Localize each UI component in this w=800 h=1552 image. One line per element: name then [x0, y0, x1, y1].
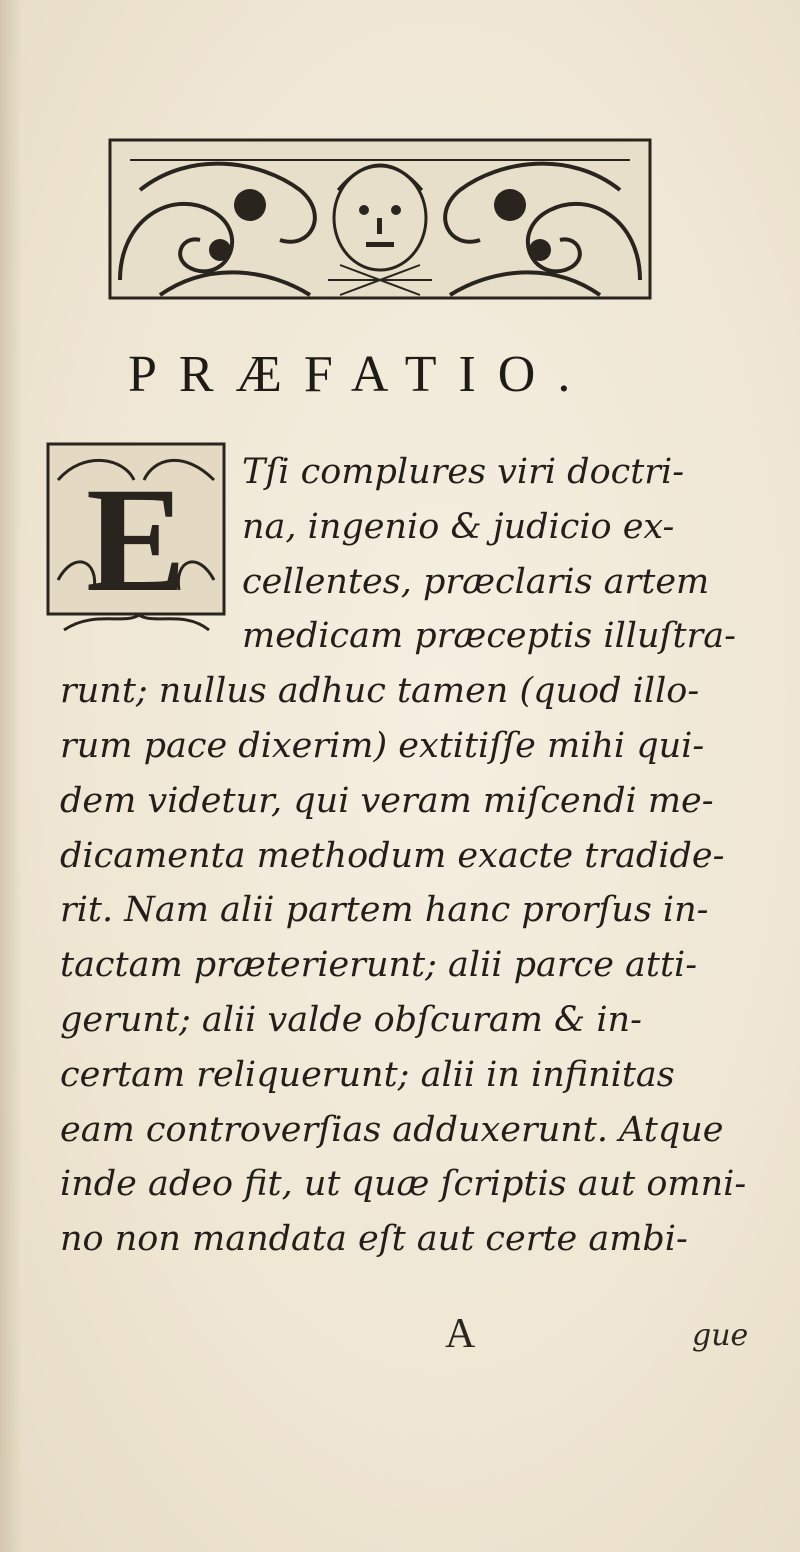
text-line: dem videtur, qui veram miſcendi me- — [60, 780, 714, 821]
text-line: cellentes, præclaris artem — [242, 561, 710, 602]
text-line: gerunt; alii valde obſcuram & in- — [60, 999, 642, 1040]
text-line: runt; nullus adhuc tamen (quod illo- — [60, 671, 700, 712]
signature-mark: A — [445, 1311, 476, 1357]
text-line: eam controverſias adduxerunt. Atque — [60, 1109, 724, 1150]
text-line: tactam præterierunt; alii parce atti- — [60, 945, 698, 986]
text-line: na, ingenio & judicio ex- — [242, 506, 675, 547]
svg-text:E: E — [85, 457, 187, 623]
catchword: gue — [692, 1318, 749, 1353]
text-line: rum pace dixerim) extitiſſe mihi qui- — [60, 725, 705, 766]
body-text — [60, 445, 760, 1267]
text-line: rit. Nam alii partem hanc prorſus in- — [60, 890, 709, 931]
text-line: dicamenta methodum exacte tradide- — [60, 835, 725, 876]
text-line: no non mandata eſt aut certe ambi- — [60, 1219, 688, 1260]
headpiece-ornament — [100, 130, 660, 302]
text-line: certam reliquerunt; alii in infinitas — [60, 1054, 675, 1095]
text-line: Tſi complures viri doctri- — [242, 452, 685, 492]
text-line: medicam præceptis illuſtra- — [242, 616, 736, 657]
text-line: inde adeo fit, ut quæ ſcriptis aut omni- — [60, 1164, 747, 1205]
gutter-shadow — [0, 0, 22, 1552]
page-heading: PRÆFATIO. — [128, 346, 593, 403]
